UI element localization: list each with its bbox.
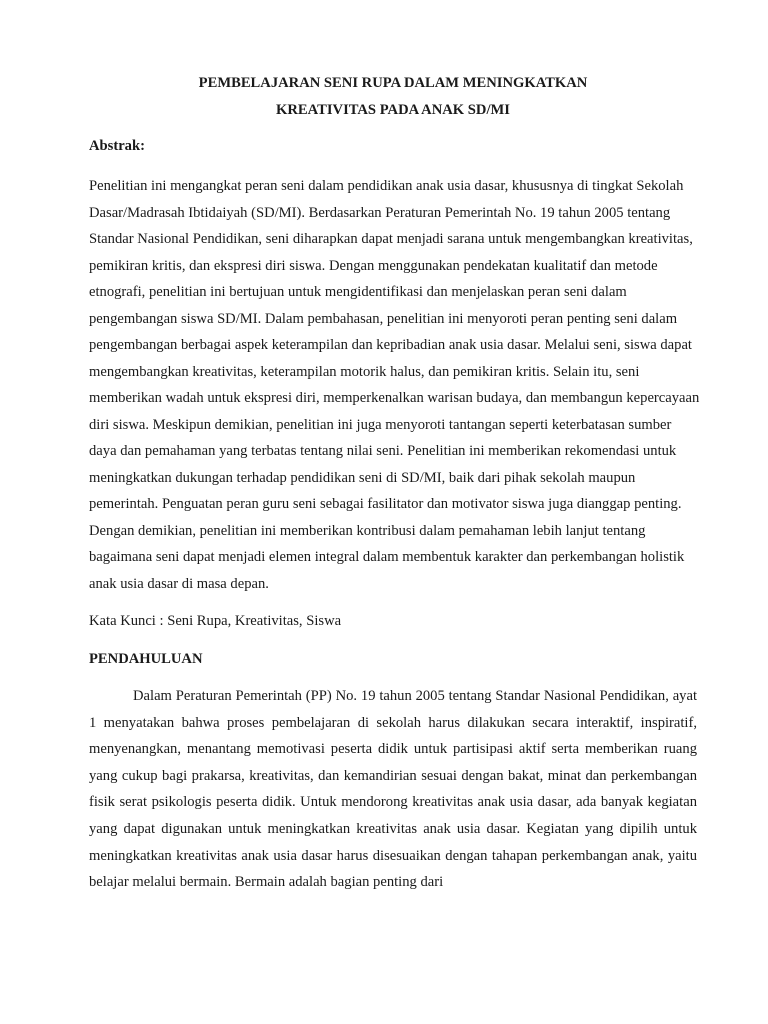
keywords-line: Kata Kunci : Seni Rupa, Kreativitas, Siswa	[89, 613, 342, 629]
abstract-paragraph: Penelitian ini mengangkat peran seni dalam pendidikan anak usia dasar, khususnya di tingkat Sekolah Dasar/Madrasah Ibtidaiyah (SD/MI). Berdasarkan Peraturan Pemerintah No. 19 tahun 2005 tentang Standar Nasional Pendidikan, seni diharapkan dapat menjadi sarana untuk mengembangkan kreativitas, pemikiran kritis, dan ekspresi diri siswa. Dengan menggunakan pendekatan kualitatif dan metode etnografi, penelitian ini bertujuan untuk mengidentifikasi dan menjelaskan peran seni dalam pengembangan siswa SD/MI. Dalam pembahasan, penelitian ini menyoroti peran penting seni dalam pengembangan berbagai aspek keterampilan dan kepribadian anak usia dasar. Melalui seni, siswa dapat mengembangkan kreativitas, keterampilan motorik halus, dan pemikiran kritis. Selain itu, seni memberikan wadah untuk ekspresi diri, memperkenalkan warisan budaya, dan membangun kepercayaan diri siswa. Meskipun demikian, penelitian ini juga menyoroti tantangan seperti keterbatasan sumber daya dan pemahaman yang terbatas tentang nilai seni. Penelitian ini memberikan rekomendasi untuk meningkatkan dukungan terhadap pendidikan seni di SD/MI, baik dari pihak sekolah maupun pemerintah. Penguatan peran guru seni sebagai fasilitator dan motivator siswa juga dianggap penting. Dengan demikian, penelitian ini memberikan kontribusi dalam pemahaman lebih lanjut tentang bagaimana seni dapat menjadi elemen integral dalam membentuk karakter dan perkembangan holistik anak usia dasar di masa depan.	[89, 178, 700, 592]
document-title-line-1: PEMBELAJARAN SENI RUPA DALAM MENINGKATKAN	[198, 75, 588, 91]
introduction-heading: PENDAHULUAN	[89, 651, 203, 667]
abstract-heading: Abstrak:	[89, 138, 145, 154]
document-title-line-2: KREATIVITAS PADA ANAK SD/MI	[276, 102, 510, 118]
introduction-paragraph: Dalam Peraturan Pemerintah (PP) No. 19 tahun 2005 tentang Standar Nasional Pendidikan, ayat 1 menyatakan bahwa proses pembelajaran di sekolah harus dilakukan secara interaktif, inspiratif, menyenangkan, menantang memotivasi peserta didik untuk partisipasi aktif serta memberikan ruang yang cukup bagi prakarsa, kreativitas, dan kemandirian sesuai dengan bakat, minat dan perkembangan fisik serat psikologis peserta didik. Untuk mendorong kreativitas anak usia dasar, ada banyak kegiatan yang dapat digunakan untuk meningkatkan kreativitas anak usia dasar. Kegiatan yang dipilih untuk meningkatkan kreativitas anak usia dasar harus disesuaikan dengan tahapan perkembangan anak, yaitu belajar melalui bermain. Bermain adalah bagian penting dari	[89, 688, 697, 891]
